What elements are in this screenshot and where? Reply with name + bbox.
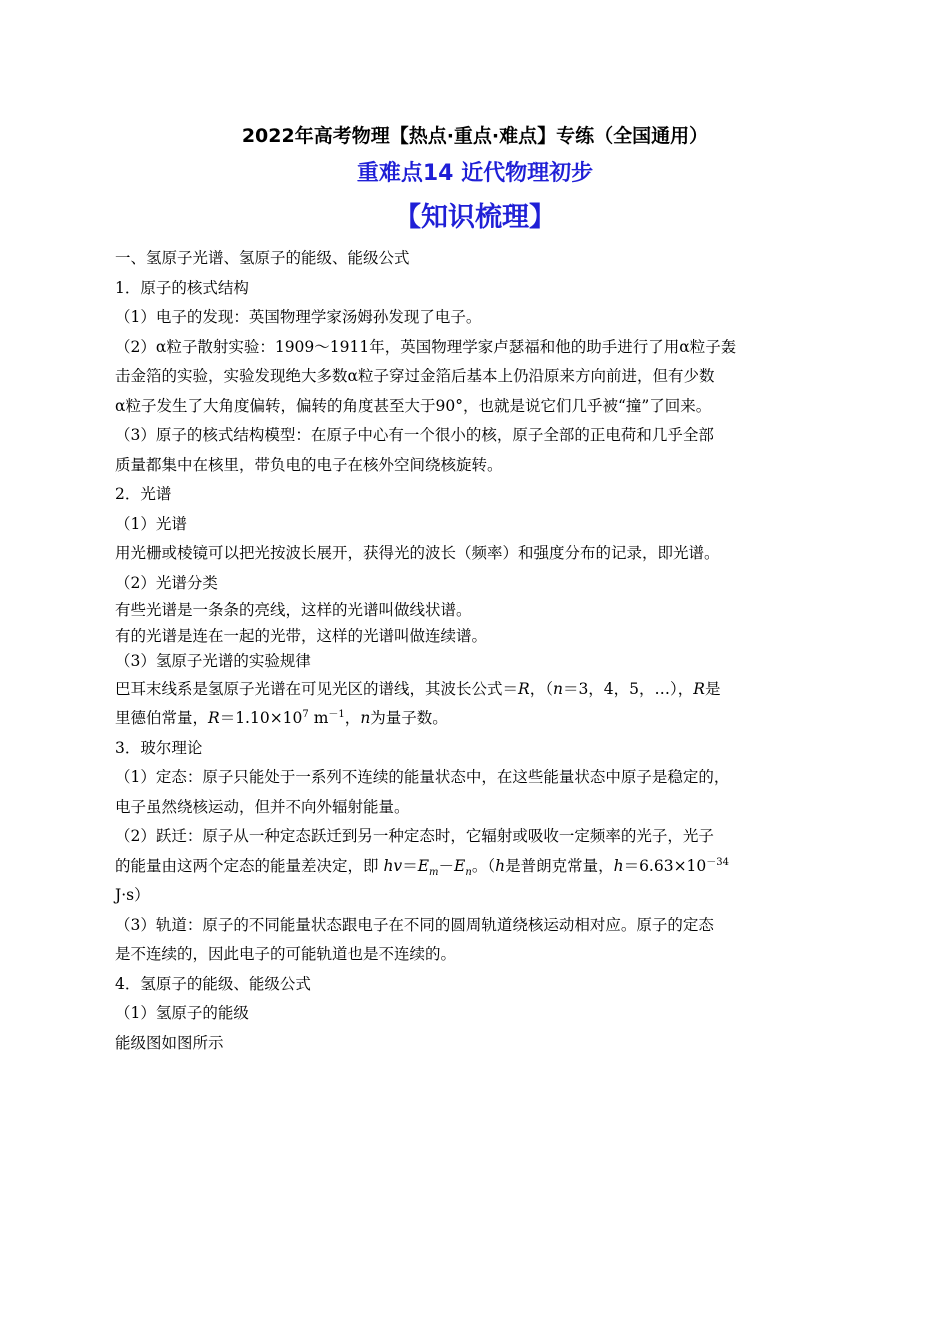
body-line: （1）光谱 (115, 514, 187, 533)
body-line: （1）定态：原子只能处于一系列不连续的能量状态中，在这些能量状态中原子是稳定的， (115, 768, 730, 786)
body-line: 电子虽然绕核运动，但并不向外辐射能量。 (115, 797, 410, 816)
body-line: 能级图如图所示 (115, 1033, 224, 1052)
topic-subtitle: 重难点14 近代物理初步 (356, 161, 594, 186)
body-line: （2）跃迁：原子从一种定态跃迁到另一种定态时，它辐射或吸收一定频率的光子，光子 (115, 827, 714, 845)
body-line: 有些光谱是一条条的亮线，这样的光谱叫做线状谱。 (115, 601, 472, 619)
body-line: 有的光谱是连在一起的光带，这样的光谱叫做连续谱。 (115, 626, 488, 645)
body-line: 1．原子的核式结构 (115, 278, 249, 297)
body-line: 一、氢原子光谱、氢原子的能级、能级公式 (115, 249, 410, 267)
body-line: （3）轨道：原子的不同能量状态跟电子在不同的圆周轨道绕核运动相对应。原子的定态 (115, 915, 714, 934)
body-line: 用光栅或棱镜可以把光按波长展开，获得光的波长（频率）和强度分布的记录，即光谱。 (115, 544, 720, 562)
body-line: （2）α粒子散射实验：1909～1911年，英国物理学家卢瑟福和他的助手进行了用α粒子轰 (115, 337, 737, 356)
body-line: 4．氢原子的能级、能级公式 (115, 974, 311, 993)
body-line: α粒子发生了大角度偏转，偏转的角度甚至大于90°，也就是说它们几乎被“撞”了回来。 (115, 396, 712, 415)
body-line: J·s） (115, 886, 150, 904)
body-line: 3．玻尔理论 (115, 738, 203, 757)
body-line: （1）氢原子的能级 (115, 1004, 249, 1022)
document-title: 2022年高考物理【热点·重点·难点】专练（全国通用） (241, 125, 709, 147)
rydberg-constant-line: 里德伯常量，$R=1.10\times 10^7$ $m^{-1}$，n为量子数。 (115, 708, 448, 727)
body-line: （2）光谱分类 (115, 573, 218, 592)
body-line: （1）电子的发现：英国物理学家汤姆孙发现了电子。 (115, 308, 482, 326)
photon-energy-line: 的能量由这两个定态的能量差决定，即 $hv=E_m-E_n$。（h是普朗克常量，$h=6.63\times 10^{-34}$ (115, 856, 730, 878)
body-line: 击金箔的实验，实验发现绝大多数α粒子穿过金箔后基本上仍沿原来方向前进，但有少数 (115, 367, 715, 385)
body-line: （3）氢原子光谱的实验规律 (115, 652, 311, 670)
body-line: 是不连续的，因此电子的可能轨道也是不连续的。 (115, 945, 457, 963)
body-line: （3）原子的核式结构模型：在原子中心有一个很小的核，原子全部的正电荷和几乎全部 (115, 426, 714, 444)
body-line: 质量都集中在核里，带负电的电子在核外空间绕核旋转。 (115, 455, 503, 474)
body-line: 2．光谱 (115, 485, 172, 503)
balmer-formula-line: 巴耳末线系是氢原子光谱在可见光区的谱线，其波长公式＝R，（n＝3，4，5，…），R是 (115, 679, 721, 698)
body-text (115, 244, 840, 1058)
section-heading: 【知识梳理】 (394, 202, 556, 233)
